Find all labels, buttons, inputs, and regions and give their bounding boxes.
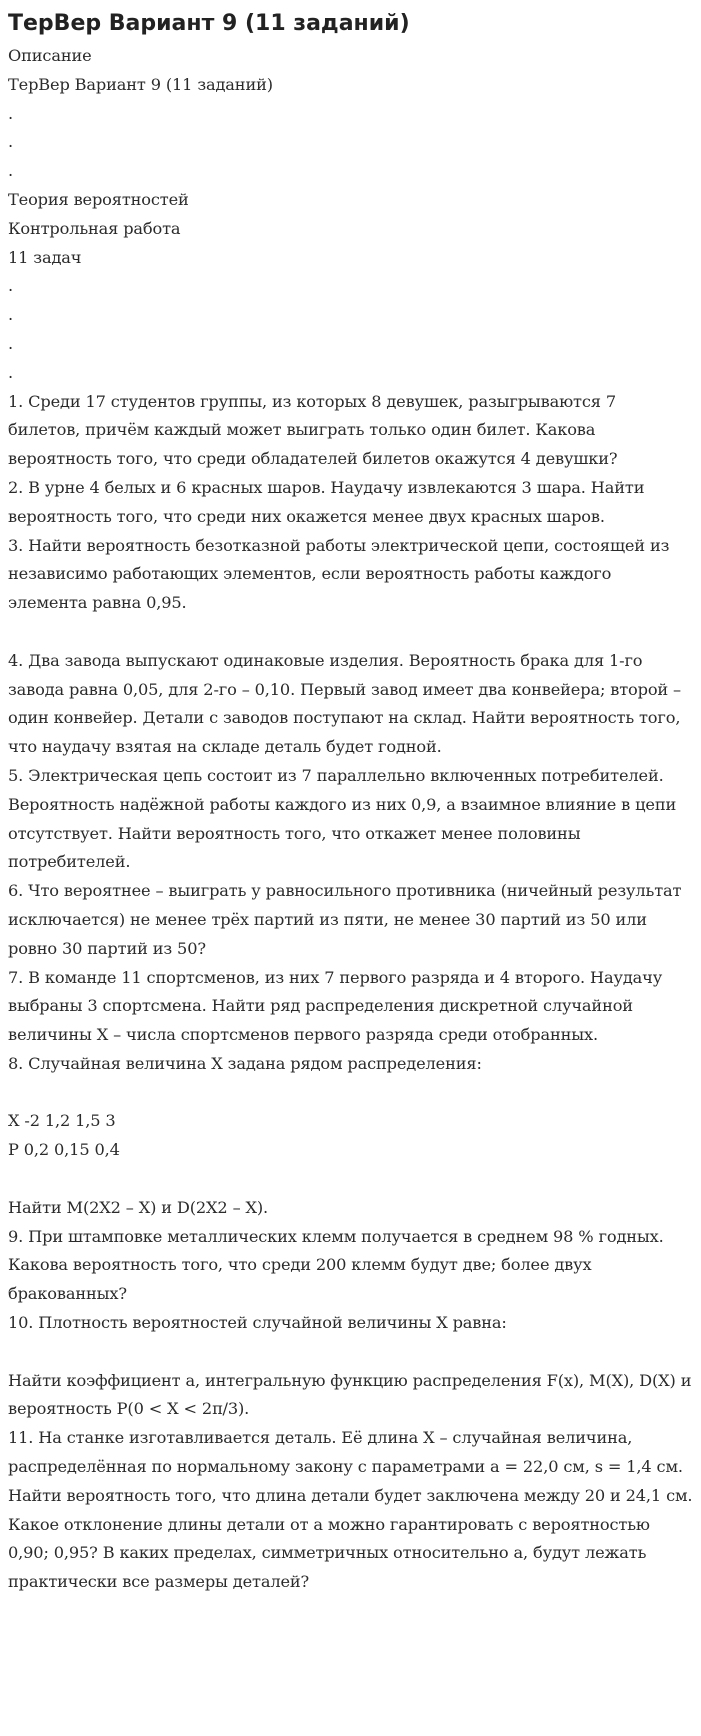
separator-dot: . <box>8 276 13 296</box>
blank-line <box>8 1338 693 1367</box>
description-title: ТерВер Вариант 9 (11 заданий) <box>8 74 273 94</box>
separator-dot: . <box>8 132 13 152</box>
task-count-line: 11 задач <box>8 247 82 267</box>
task-3: 3. Найти вероятность безотказной работы электрической цепи, состоящей из независимо работающих элементов, если вероятность работы каждого элемента равна 0,95. <box>8 535 670 613</box>
separator-dot: . <box>8 103 13 123</box>
description-label: Описание <box>8 46 92 65</box>
subject-line: Теория вероятностей <box>8 189 189 209</box>
blank-line <box>8 1079 693 1108</box>
blank-line <box>8 1165 693 1194</box>
task-8-row-x: X -2 1,2 1,5 3 <box>8 1111 116 1131</box>
task-6: 6. Что вероятнее – выиграть у равносильного противника (ничейный результат исключается) не менее трёх партий из пяти, не менее 30 партий из 50 или ровно 30 партий из 50? <box>8 881 682 958</box>
separator-dot: . <box>8 333 13 353</box>
task-8-row-p: P 0,2 0,15 0,4 <box>8 1140 120 1160</box>
task-10: 10. Плотность вероятностей случайной величины Х равна: <box>8 1313 507 1333</box>
blank-line <box>8 618 693 647</box>
page-title: ТерВер Вариант 9 (11 заданий) <box>8 11 410 36</box>
task-1: 1. Среди 17 студентов группы, из которых 8 девушек, разыгрываются 7 билетов, причём каждый может выиграть только один билет. Какова вероятность того, что среди обладателей билетов окажутся 4 девушки? <box>8 391 618 469</box>
task-8: 8. Случайная величина Х задана рядом распределения: <box>8 1053 482 1073</box>
task-8-find: Найти M(2X2 – X) и D(2X2 – X). <box>8 1197 269 1217</box>
work-type-line: Контрольная работа <box>8 218 181 238</box>
separator-dot: . <box>8 305 13 325</box>
task-4: 4. Два завода выпускают одинаковые изделия. Вероятность брака для 1-го завода равна 0,05, для 2-го – 0,10. Первый завод имеет два конвейера; второй – один конвейер. Детали с заводов поступают на склад. Найти вероятность того, что наудачу взятая на складе деталь будет годной. <box>8 650 682 757</box>
task-11: 11. На станке изготавливается деталь. Её длина Х – случайная величина, распределённая по нормальному закону с параметрами а = 22,0 см, s = 1,4 см. Найти вероятность того, что длина детали будет заключена между 20 и 24,1 см. Какое отклонение длины детали от а можно гарантировать с вероятностью 0,90; 0,95? В каких пределах, симметричных относительно а, будут лежать практически все размеры деталей? <box>8 1428 693 1592</box>
task-9: 9. При штамповке металлических клемм получается в среднем 98 % годных. Какова вероятность того, что среди 200 клемм будут две; более двух бракованных? <box>8 1226 664 1304</box>
description-body <box>8 42 693 1597</box>
task-2: 2. В урне 4 белых и 6 красных шаров. Наудачу извлекаются 3 шара. Найти вероятность того, что среди них окажется менее двух красных шаров. <box>8 477 645 526</box>
separator-dot: . <box>8 362 13 382</box>
task-5: 5. Электрическая цепь состоит из 7 параллельно включенных потребителей. Вероятность надёжной работы каждого из них 0,9, а взаимное влияние в цепи отсутствует. Найти вероятность того, что откажет менее половины потребителей. <box>8 765 677 872</box>
task-10-find: Найти коэффициент a, интегральную функцию распределения F(x), M(X), D(X) и вероятность P(0 < X < 2π/3). <box>8 1370 692 1419</box>
task-7: 7. В команде 11 спортсменов, из них 7 первого разряда и 4 второго. Наудачу выбраны 3 спортсмена. Найти ряд распределения дискретной случайной величины Х – числа спортсменов первого разряда среди отобранных. <box>8 967 663 1045</box>
separator-dot: . <box>8 161 13 181</box>
